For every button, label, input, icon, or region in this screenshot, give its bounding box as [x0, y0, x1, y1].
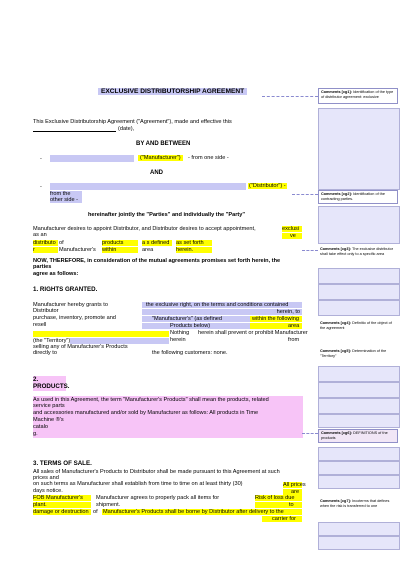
- comment-cg7-label: Comments [cg7]:: [320, 499, 352, 503]
- now-therefore: NOW, THEREFORE, in consideration of the mutual agreements promises set forth herein, the: [33, 258, 281, 264]
- para1-distributor: distributo: [33, 240, 58, 246]
- comment-space-6: [318, 366, 400, 382]
- s1-l4b: Products below): [142, 323, 250, 329]
- s3-l3a: on such terms as Manufacturer shall establish from time to time on at least thirty (30): [33, 481, 243, 487]
- s2-l5: catalo: [33, 424, 48, 430]
- parties-agree-2: agree as follows:: [33, 271, 79, 277]
- comment-cg3-label: Comments [cg3]:: [320, 247, 352, 251]
- para1-as-an: as an: [33, 232, 47, 238]
- comment-cg4[interactable]: [318, 320, 398, 342]
- intro-line-2: (date),: [118, 126, 135, 132]
- distributor-from-the: from the: [50, 191, 82, 197]
- comment-space-7: [318, 382, 400, 398]
- para1-as-set-forth: as set forth: [176, 240, 212, 246]
- comment-cg5[interactable]: [318, 348, 398, 362]
- s3-l3b: All prices: [283, 482, 306, 488]
- comment-cg4-label: Comments [cg4]:: [320, 321, 352, 325]
- s1-l4c: area: [250, 323, 302, 329]
- comment-cg1[interactable]: [318, 88, 398, 104]
- s1-l8b: the following customers: none.: [152, 350, 228, 356]
- para1-exclusive: exclusi: [282, 226, 302, 232]
- section1-heading: 1. RIGHTS GRANTED.: [33, 286, 98, 293]
- s3-l6a: plant.: [33, 502, 91, 508]
- comment-cg1-text: Identification of the type of distributor agreement: exclusive: [321, 90, 394, 99]
- s2-l2: service parts: [33, 403, 65, 409]
- s2-l6: g.: [33, 431, 38, 437]
- s3-l5a: FOB Manufacturer's: [33, 495, 91, 501]
- para1-exclusive-2: ve: [282, 233, 302, 239]
- s1-l2a: Distributor: [33, 308, 59, 314]
- s3-l5b: Manufacturer agrees to properly pack all items for: [96, 495, 220, 501]
- comment-space-14: [318, 536, 400, 550]
- comment-space-13: [318, 522, 400, 536]
- date-blank[interactable]: [33, 131, 116, 132]
- comment-cg2-text: Identification of the contracting parties.: [321, 192, 385, 201]
- comment-cg2[interactable]: [318, 190, 398, 204]
- s1-l5a: Nothing: [170, 330, 190, 336]
- s3-l7b: of: [93, 509, 98, 515]
- parties-agree-1: parties: [33, 264, 52, 270]
- comment-connector-6: [302, 433, 318, 434]
- comment-cg3[interactable]: [318, 246, 398, 264]
- section2-heading: PRODUCTS.: [33, 383, 70, 390]
- para1-distributor-2: r: [33, 247, 58, 253]
- para1-line1: Manufacturer desires to appoint Distributor, and Distributor desires to accept appointment,: [33, 226, 256, 232]
- manufacturer-label: ("Manufacturer"): [140, 155, 181, 161]
- s3-l4a: days notice.: [33, 488, 63, 494]
- comment-connector-2: [292, 194, 318, 195]
- by-and-between: BY AND BETWEEN: [136, 141, 191, 147]
- comment-space-5: [318, 300, 400, 316]
- s3-l8: carrier for: [262, 516, 302, 522]
- comment-connector-1: [262, 96, 318, 97]
- comment-cg7[interactable]: [318, 498, 398, 518]
- s1-l5b: herein shall prevent or prohibit Manufacturer: [198, 330, 308, 336]
- comment-space-11: [318, 461, 400, 475]
- comment-space-10: [318, 447, 400, 461]
- s1-l3c: within the following: [250, 316, 302, 322]
- comment-cg6-text: DEFINITIONS of the products: [321, 431, 388, 440]
- distributor-dash: -: [40, 184, 42, 190]
- s3-l2: prices and: [33, 475, 59, 481]
- para1-of: of: [59, 240, 64, 246]
- document-title: EXCLUSIVE DISTRIBUTORSHIP AGREEMENT: [98, 88, 247, 95]
- s3-l6b: shipment.: [96, 502, 121, 508]
- comment-space-1: [318, 108, 400, 190]
- manufacturer-side: - from one side -: [188, 155, 229, 161]
- s3-l5c: Risk of loss due: [255, 495, 302, 501]
- jointly-parties: hereinafter jointly the "Parties" and individually the "Party": [88, 212, 246, 218]
- s3-l4b: are: [283, 489, 302, 495]
- s1-l6a: (the "Territory"): [33, 338, 71, 344]
- comment-cg7-text: Incoterms that defines when the risk is transferred to one: [320, 499, 390, 508]
- para1-manufacturers: Manufacturer's: [59, 247, 96, 253]
- s1-l3b: "Manufacturer's" (as defined: [142, 316, 250, 322]
- comment-cg3-text: The exclusive distributor shall take effect only to a specific area: [320, 247, 393, 256]
- comment-cg5-text: Determination of the "Territory": [320, 349, 387, 358]
- comment-cg5-label: Comments [cg5]:: [320, 349, 352, 353]
- comment-space-12: [318, 475, 400, 489]
- comment-cg6-label: Comments [cg6]:: [321, 431, 353, 435]
- s1-l7: selling any of Manufacturer's Products: [33, 344, 128, 350]
- s1-l6c: from: [288, 337, 300, 343]
- s1-l6b: herein: [170, 337, 186, 343]
- comment-cg6[interactable]: [318, 429, 398, 443]
- s1-l4a: resell: [33, 322, 47, 328]
- para1-within: within: [102, 247, 138, 253]
- comment-cg1-label: Comments [cg1]:: [321, 90, 353, 94]
- s2-l1: As used in this Agreement, the term "Manufacturer's Products" shall mean the products, related: [33, 397, 269, 403]
- distributor-other-side: other side -: [50, 197, 82, 203]
- distributor-name-field[interactable]: [50, 183, 246, 190]
- s2-l3: and accessories manufactured and/or sold by Manufacturer as follows: All products in Time: [33, 410, 259, 416]
- comment-space-8: [318, 398, 400, 414]
- and-label: AND: [150, 170, 163, 176]
- comment-cg2-label: Comments [cg2]:: [321, 192, 353, 196]
- para1-as-defined: a s defined: [142, 240, 172, 246]
- territory-field[interactable]: [33, 331, 169, 337]
- comment-space-2: [318, 206, 400, 244]
- comment-space-9: [318, 414, 400, 428]
- s1-l3a: purchase, inventory, promote and: [33, 315, 116, 321]
- s1-l1a: Manufacturer hereby grants to: [33, 302, 108, 308]
- comment-cg4-text: Definitio of the object of the agreement: [320, 321, 392, 330]
- section3-heading: 3. TERMS OF SALE.: [33, 460, 92, 467]
- comment-space-4: [318, 284, 400, 300]
- distributor-label: ("Distributor") -: [249, 183, 286, 189]
- s3-l7c: Manufacturer's Products shall be borne by Distributor after delivery to the: [102, 509, 302, 515]
- s1-l8a: directly to: [33, 350, 57, 356]
- s2-l4: Machine ®'s: [33, 417, 64, 423]
- s3-l7a: damage or destruction: [33, 509, 91, 515]
- section2-heading-num: 2.: [33, 376, 39, 383]
- intro-line-1: This Exclusive Distributorship Agreement ("Agreement"), made and effective this: [33, 119, 232, 125]
- manufacturer-name-field[interactable]: [50, 155, 134, 162]
- s1-l1b: the exclusive right, on the terms and conditions contained: [142, 302, 302, 308]
- para1-products: products: [102, 240, 138, 246]
- para1-herein: herein.: [176, 247, 212, 253]
- s3-l1: All sales of Manufacturer's Products to Distributor shall be made pursuant to this Agreement at such: [33, 469, 280, 475]
- para1-area: area: [142, 247, 154, 253]
- comment-connector-3: [302, 250, 318, 251]
- s3-l6c: to: [255, 502, 302, 508]
- comment-space-3: [318, 268, 400, 284]
- manufacturer-dash: -: [40, 156, 42, 162]
- s1-l2b: herein, to: [142, 309, 302, 315]
